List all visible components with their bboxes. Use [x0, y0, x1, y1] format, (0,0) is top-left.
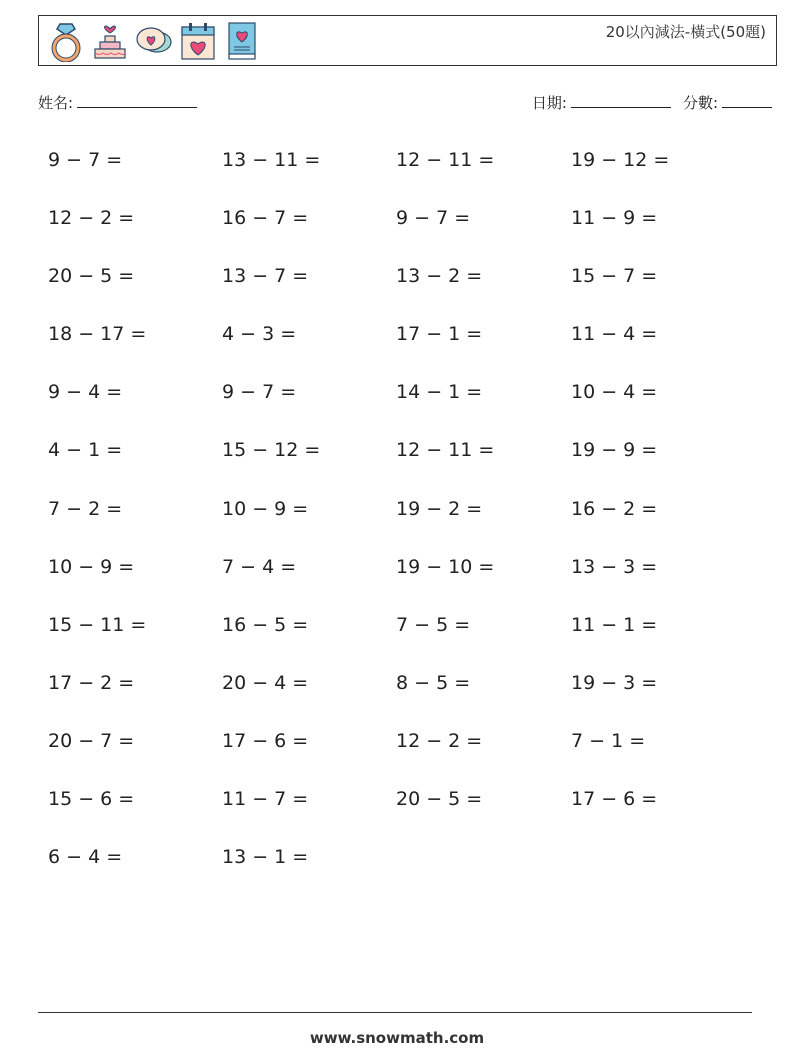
- score-label: 分數:: [682, 94, 718, 112]
- subtraction-problem: 15 − 6 =: [48, 788, 135, 811]
- footer-divider: [38, 1012, 752, 1013]
- subtraction-problem: 19 − 10 =: [396, 555, 495, 578]
- heart-calendar-icon: [179, 20, 217, 62]
- subtraction-problem: 7 − 4 =: [222, 555, 297, 578]
- subtraction-problem: 12 − 2 =: [48, 207, 135, 230]
- subtraction-problem: 19 − 9 =: [571, 439, 658, 462]
- subtraction-problem: 16 − 5 =: [222, 613, 309, 636]
- subtraction-problem: 16 − 2 =: [571, 497, 658, 520]
- subtraction-problem: 19 − 2 =: [396, 497, 483, 520]
- subtraction-problem: 11 − 4 =: [571, 323, 658, 346]
- subtraction-problem: 17 − 2 =: [48, 671, 135, 694]
- date-blank[interactable]: [571, 92, 671, 108]
- subtraction-problem: 19 − 3 =: [571, 671, 658, 694]
- score-blank[interactable]: [722, 92, 772, 108]
- subtraction-problem: 10 − 9 =: [48, 555, 135, 578]
- subtraction-problem: 9 − 4 =: [48, 381, 123, 404]
- subtraction-problem: 17 − 6 =: [571, 788, 658, 811]
- subtraction-problem: 9 − 7 =: [396, 207, 471, 230]
- subtraction-problem: 15 − 11 =: [48, 613, 147, 636]
- subtraction-problem: 13 − 3 =: [571, 555, 658, 578]
- subtraction-problem: 7 − 5 =: [396, 613, 471, 636]
- subtraction-problem: 8 − 5 =: [396, 671, 471, 694]
- subtraction-problem: 17 − 1 =: [396, 323, 483, 346]
- problem-grid: [48, 146, 748, 901]
- subtraction-problem: 14 − 1 =: [396, 381, 483, 404]
- subtraction-problem: 19 − 12 =: [571, 149, 670, 171]
- subtraction-problem: 20 − 5 =: [396, 788, 483, 811]
- header-icons: [47, 20, 261, 62]
- subtraction-problem: 20 − 4 =: [222, 671, 309, 694]
- worksheet-title: 20以內減法-橫式(50題): [605, 23, 766, 41]
- heart-book-icon: [223, 20, 261, 62]
- subtraction-problem: 10 − 4 =: [571, 381, 658, 404]
- subtraction-problem: 11 − 9 =: [571, 207, 658, 230]
- subtraction-problem: 12 − 11 =: [396, 439, 495, 462]
- subtraction-problem: 9 − 7 =: [48, 149, 123, 171]
- subtraction-problem: 13 − 2 =: [396, 265, 483, 288]
- student-info-row: [38, 92, 772, 116]
- subtraction-problem: 4 − 1 =: [48, 439, 123, 462]
- subtraction-problem: 13 − 7 =: [222, 265, 309, 288]
- wedding-cake-icon: [91, 20, 129, 62]
- subtraction-problem: 4 − 3 =: [222, 323, 297, 346]
- ring-icon: [47, 20, 85, 62]
- subtraction-problem: 10 − 9 =: [222, 497, 309, 520]
- subtraction-problem: 18 − 17 =: [48, 323, 147, 346]
- subtraction-problem: 11 − 1 =: [571, 613, 658, 636]
- subtraction-problem: 15 − 12 =: [222, 439, 321, 462]
- subtraction-problem: 16 − 7 =: [222, 207, 309, 230]
- worksheet-header: [38, 15, 777, 66]
- name-blank[interactable]: [77, 92, 197, 108]
- subtraction-problem: 7 − 2 =: [48, 497, 123, 520]
- date-score-fields: [532, 92, 772, 113]
- subtraction-problem: 12 − 11 =: [396, 149, 495, 171]
- subtraction-problem: 9 − 7 =: [222, 381, 297, 404]
- subtraction-problem: 20 − 7 =: [48, 729, 135, 752]
- love-chat-icon: [135, 20, 173, 62]
- subtraction-problem: 11 − 7 =: [222, 788, 309, 811]
- subtraction-problem: 15 − 7 =: [571, 265, 658, 288]
- subtraction-problem: 6 − 4 =: [48, 846, 123, 869]
- subtraction-problem: 7 − 1 =: [571, 729, 646, 752]
- subtraction-problem: 13 − 1 =: [222, 846, 309, 869]
- footer-url: www.snowmath.com: [309, 1029, 485, 1047]
- subtraction-problem: 20 − 5 =: [48, 265, 135, 288]
- name-label: 姓名:: [38, 94, 74, 112]
- date-label: 日期:: [531, 94, 567, 112]
- subtraction-problem: 12 − 2 =: [396, 729, 483, 752]
- name-field: [38, 92, 197, 113]
- subtraction-problem: 13 − 11 =: [222, 149, 321, 171]
- subtraction-problem: 17 − 6 =: [222, 729, 309, 752]
